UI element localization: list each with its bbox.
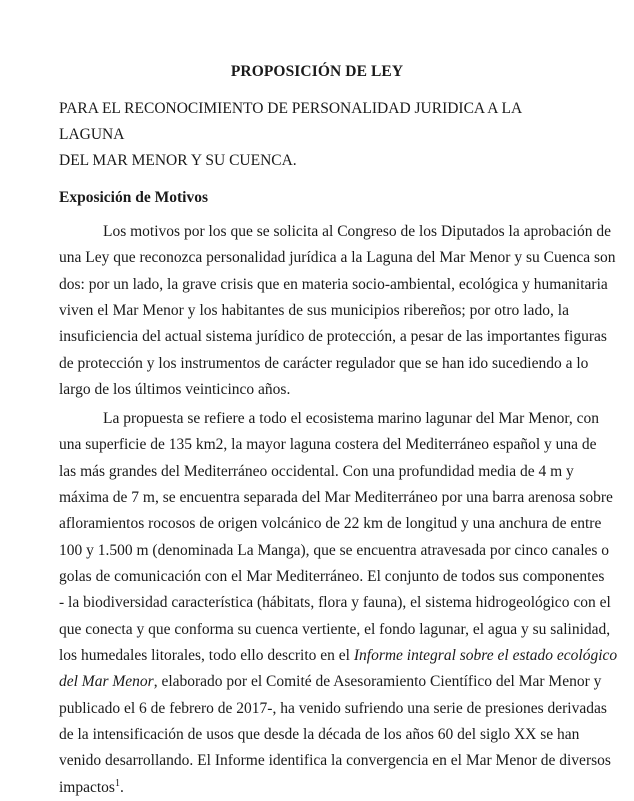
paragraph-line: viven el Mar Menor y los habitantes de sus municipios ribereños; por otro lado, la <box>59 302 569 320</box>
subtitle-line: PARA EL RECONOCIMIENTO DE PERSONALIDAD JURIDICA A LA LAGUNA <box>59 100 522 143</box>
subtitle-line: DEL MAR MENOR Y SU CUENCA. <box>59 152 297 169</box>
paragraph-line: venido desarrollando. El Informe identifica la convergencia en el Mar Menor de diversos <box>59 752 611 770</box>
paragraph-line: de protección y los instrumentos de carácter regulador que se han ido sucediendo a lo <box>59 354 589 372</box>
paragraph-last-line <box>59 775 569 801</box>
paragraph-line: 100 y 1.500 m (denominada La Manga), que se encuentra atravesada por cinco canales o <box>59 541 610 559</box>
paragraph-line: Los motivos por los que se solicita al Congreso de los Diputados la aprobación de <box>103 223 611 240</box>
document-title: PROPOSICIÓN DE LEY <box>230 63 404 80</box>
paragraph-line: insuficiencia del actual sistema jurídico de protección, a pesar de las importantes figuras <box>59 328 607 346</box>
line-text: . <box>119 778 124 796</box>
paragraph-line: publicado el 6 de febrero de 2017-, ha venido sufriendo una serie de presiones derivadas <box>59 699 607 717</box>
report-title-italic: Informe integral sobre el estado ecológico <box>353 647 618 665</box>
line-text: impactos <box>59 778 115 796</box>
paragraph-line-with-italic <box>59 643 618 669</box>
paragraph-line-with-italic <box>59 669 602 695</box>
footnote-marker[interactable]: 1 <box>114 777 120 789</box>
paragraph-line: golas de comunicación con el Mar Mediterráneo. El conjunto de todos sus componentes <box>59 568 605 586</box>
report-title-italic: del Mar Menor <box>59 673 154 691</box>
paragraph-line: las más grandes del Mediterráneo occidental. Con una profundidad media de 4 m y <box>59 462 574 480</box>
line-text: los humedales litorales, todo ello descrito en el <box>59 647 354 665</box>
paragraph-line: La propuesta se refiere a todo el ecosistema marino lagunar del Mar Menor, con <box>103 410 600 427</box>
paragraph-line: - la biodiversidad característica (hábitats, flora y fauna), el sistema hidrogeológico con el <box>59 594 611 612</box>
paragraph-line: dos: por un lado, la grave crisis que en materia socio-ambiental, ecológica y humanitaria <box>59 275 608 293</box>
paragraph-line: una superficie de 135 km2, la mayor laguna costera del Mediterráneo español y una de <box>59 436 597 454</box>
paragraph-line: que conecta y que conforma su cuenca vertiente, el fondo lagunar, el agua y su salinidad, <box>59 620 611 638</box>
paragraph-1 <box>59 219 616 403</box>
document-subtitle <box>59 96 579 174</box>
paragraph-line: largo de los últimos veinticinco años. <box>59 381 291 399</box>
section-heading: Exposición de Motivos <box>59 189 208 206</box>
paragraph-line: de la intensificación de usos que desde la década de los años 60 del siglo XX se han <box>59 726 580 744</box>
line-text: , elaborado por el Comité de Asesoramiento Científico del Mar Menor y <box>153 673 602 691</box>
paragraph-line: máxima de 7 m, se encuentra separada del Mar Mediterráneo por una barra arenosa sobre <box>59 489 613 507</box>
paragraph-line: afloramientos rocosos de origen volcánico de 22 km de longitud y una anchura de entre <box>59 515 602 533</box>
paragraph-line: una Ley que reconozca personalidad jurídica a la Laguna del Mar Menor y su Cuenca son <box>59 249 616 267</box>
paragraph-2 <box>59 406 618 801</box>
